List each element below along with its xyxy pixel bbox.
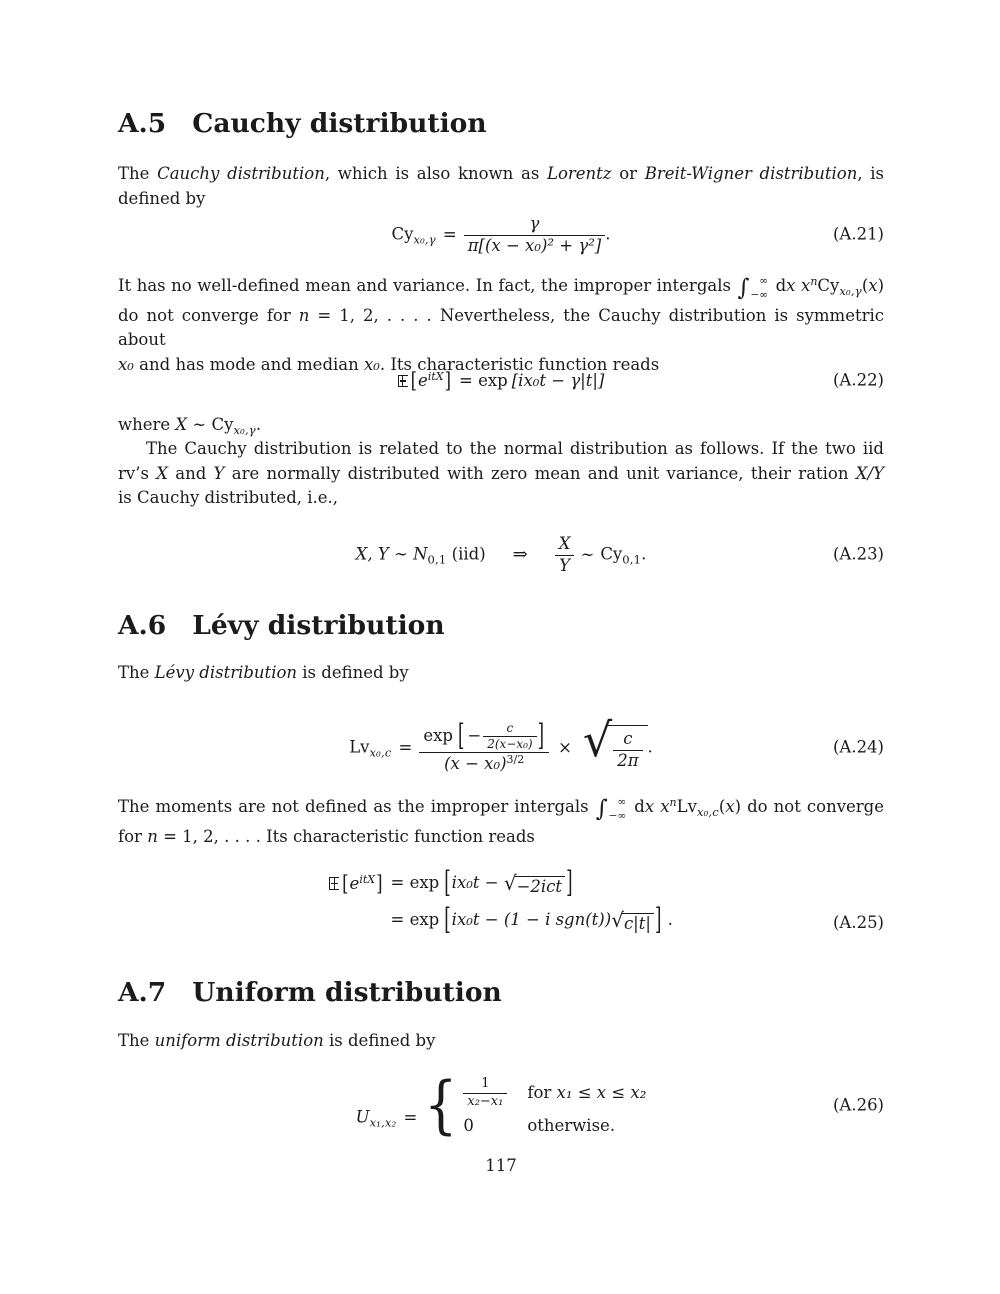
math-superscript: itX xyxy=(427,370,444,384)
text-line xyxy=(118,462,884,487)
text-run: d xyxy=(770,276,787,295)
math-expression: [ix₀t − γ|t|] xyxy=(511,371,605,391)
emphasis-text: Cauchy distribution xyxy=(157,164,325,183)
section-number: A.6 xyxy=(118,610,167,641)
section-title: Lévy distribution xyxy=(192,610,445,641)
fraction xyxy=(555,534,575,576)
text-run: do not converge for xyxy=(118,305,299,325)
emphasis-text: Breit-Wigner distribution xyxy=(644,164,858,183)
math-superscript: n xyxy=(810,275,818,288)
equals-sign: = xyxy=(442,224,457,244)
math-subscript: x₀,γ xyxy=(233,423,256,437)
section-heading-a7 xyxy=(118,979,884,1007)
text-run: is defined by xyxy=(297,663,409,682)
math-symbol: . xyxy=(641,544,647,564)
math-symbol: Cy xyxy=(600,544,623,564)
text-line xyxy=(118,1029,884,1054)
text-run: It has no well-defined mean and variance. In fact, the improper intergals xyxy=(118,276,737,295)
emphasis-text: uniform distribution xyxy=(154,1031,324,1050)
section-number: A.7 xyxy=(118,977,167,1008)
equals-exp: = exp xyxy=(459,371,508,391)
text-line xyxy=(118,825,884,850)
math-superscript: 3/2 xyxy=(506,753,525,767)
math-symbol: . xyxy=(605,224,611,244)
text-run: rv’s xyxy=(118,463,157,483)
upper-limit: ∞ xyxy=(759,274,769,287)
equation-body xyxy=(356,534,647,576)
denominator: x₂−x₁ xyxy=(463,1093,507,1110)
integral-limits xyxy=(751,276,769,301)
left-bracket: [ xyxy=(457,718,465,753)
right-bracket: ] xyxy=(444,368,452,394)
numerator: X xyxy=(558,533,571,553)
emphasis-text: Lorentz xyxy=(547,164,612,183)
numerator: c xyxy=(623,728,633,748)
fraction xyxy=(464,214,606,256)
math-symbol: Lv xyxy=(349,737,370,757)
text-line xyxy=(118,661,884,686)
right-bracket: ] xyxy=(376,870,383,896)
lower-limit: −∞ xyxy=(750,289,769,301)
equation-rhs-1 xyxy=(384,864,673,899)
radical-sign: √ xyxy=(503,870,517,895)
equation-tag: (A.24) xyxy=(832,737,884,757)
equation-a23 xyxy=(118,523,884,587)
text-run: ( xyxy=(718,797,726,816)
math-symbol: Cy xyxy=(817,276,840,295)
equation-a25 xyxy=(118,858,884,946)
radical-sign: √ xyxy=(611,907,624,932)
paragraph-levy-moments xyxy=(118,791,884,849)
equation-a26 xyxy=(118,1069,884,1142)
implies-arrow: ⇒ xyxy=(512,543,528,565)
section-heading-a5 xyxy=(118,110,884,138)
math-variable: x xyxy=(868,276,878,295)
equation-tag: (A.21) xyxy=(832,224,884,244)
numerator: 1 xyxy=(481,1076,490,1092)
text-run: ) do not converge xyxy=(734,797,885,816)
math-variable: X/Y xyxy=(855,463,884,483)
math-variable: x x xyxy=(786,276,811,295)
math-symbol: . xyxy=(647,737,653,757)
blackboard-E-symbol xyxy=(329,877,339,890)
integral-glyph: ∫ xyxy=(595,796,608,822)
text-run: The moments are not defined as the improper intergals xyxy=(118,797,595,816)
text-line xyxy=(118,791,884,825)
denominator: Y xyxy=(555,555,575,577)
text-run: d xyxy=(628,797,645,816)
left-bracket: [ xyxy=(444,864,451,899)
equation-a24 xyxy=(118,706,884,790)
text-run: is defined by xyxy=(323,1031,436,1050)
upper-limit: ∞ xyxy=(617,795,627,808)
text-line xyxy=(118,304,884,353)
text-run: where xyxy=(118,415,176,434)
radical-sign: √ xyxy=(582,712,613,767)
equals-exp: = exp xyxy=(390,909,440,929)
text-run: The xyxy=(118,663,155,682)
math-subscript: 0,1 xyxy=(622,552,642,567)
right-bracket: ] xyxy=(566,864,573,899)
text-run: , which is also known as xyxy=(324,164,547,183)
cases-grid xyxy=(463,1076,646,1135)
text-run: The xyxy=(118,1031,155,1050)
left-bracket: [ xyxy=(342,870,349,896)
text-run: defined by xyxy=(118,188,206,208)
math-subscript: x₁,x₂ xyxy=(369,1115,397,1130)
math-subscript: x₀,c xyxy=(696,805,719,819)
cases-construct xyxy=(424,1069,647,1142)
math-symbol: Cy xyxy=(391,224,414,244)
math-symbol: Cy xyxy=(211,415,234,434)
equation-body xyxy=(349,712,653,775)
paragraph-normal-relation xyxy=(118,437,884,511)
radicand: −2ict xyxy=(515,876,565,895)
integral-limits xyxy=(609,797,627,822)
square-root xyxy=(582,712,648,771)
math-variable: x x xyxy=(644,797,670,816)
page-number-text: 117 xyxy=(485,1156,517,1175)
emphasis-text: Lévy distribution xyxy=(154,663,298,682)
text-run: = 1, 2, . . . . Nevertheless, the Cauchy distribution is symmetric about xyxy=(118,305,884,349)
text-line xyxy=(118,486,884,511)
text-run: ∼ xyxy=(187,415,212,434)
text-line xyxy=(118,437,884,462)
right-bracket: ] xyxy=(537,718,545,753)
case-value: 0 xyxy=(463,1115,474,1135)
math-subscript: x₀,c xyxy=(369,745,392,760)
fraction xyxy=(463,1076,507,1110)
text-run: is Cauchy distributed, i.e., xyxy=(118,488,339,507)
math-variable: U xyxy=(355,1107,370,1127)
equals-sign: = xyxy=(403,1107,418,1127)
integral-symbol xyxy=(738,276,769,301)
denominator: 2π xyxy=(613,750,642,772)
math-variable: n xyxy=(298,305,310,325)
math-variable: x₀ xyxy=(118,354,134,374)
right-bracket: ] xyxy=(654,901,662,936)
times-sign: × xyxy=(558,737,572,757)
square-root xyxy=(503,870,565,896)
exp-operator: exp xyxy=(423,726,453,746)
math-variable: X xyxy=(175,415,188,434)
text-run: . xyxy=(255,415,262,434)
math-variable: e xyxy=(418,371,428,391)
left-bracket: [ xyxy=(410,368,418,394)
section-number: A.5 xyxy=(118,108,167,139)
math-subscript: x₀,γ xyxy=(839,284,862,298)
case-condition: otherwise. xyxy=(527,1115,616,1135)
text-run: for xyxy=(118,826,148,846)
text-line xyxy=(118,270,884,304)
radicand xyxy=(608,725,647,771)
equation-body xyxy=(355,1069,647,1142)
equation-a22 xyxy=(118,362,884,400)
inner-fraction xyxy=(483,721,536,752)
text-run: . Its characteristic function reads xyxy=(379,354,660,374)
paragraph-uniform-intro xyxy=(118,1029,884,1054)
math-expression: ix₀t − xyxy=(451,872,504,892)
sim-symbol: ∼ xyxy=(580,544,595,564)
text-run: , is xyxy=(857,164,885,183)
math-variable: X xyxy=(156,463,168,483)
text-run: or xyxy=(611,164,645,183)
page-number xyxy=(118,1156,884,1175)
math-variable: x₀ xyxy=(364,354,380,374)
equation-tag: (A.22) xyxy=(832,370,884,390)
lower-limit: −∞ xyxy=(608,810,627,822)
square-root xyxy=(611,907,654,933)
integral-symbol xyxy=(596,797,627,822)
denominator xyxy=(419,752,549,775)
numerator xyxy=(419,718,549,753)
equation-rhs-2 xyxy=(384,901,673,936)
fraction xyxy=(419,718,549,775)
section-title: Cauchy distribution xyxy=(192,108,487,139)
equation-tag: (A.23) xyxy=(832,544,884,564)
equation-lhs xyxy=(329,870,383,896)
minus-sign: − xyxy=(467,726,482,746)
text-line xyxy=(118,162,884,187)
math-variable: Y xyxy=(213,463,225,483)
math-variable: X, Y xyxy=(355,544,389,564)
text-run: The Cauchy distribution is related to the normal distribution as follows. If the two iid xyxy=(146,439,884,458)
case-condition xyxy=(527,1083,646,1103)
math-variable: e xyxy=(349,873,360,893)
text-run: are normally distributed with zero mean and unit variance, their ration xyxy=(224,463,856,483)
fraction xyxy=(613,729,642,771)
math-superscript: n xyxy=(669,796,677,809)
math-subscript: 0,1 xyxy=(427,552,447,567)
math-superscript: itX xyxy=(359,872,376,886)
text-run: ( xyxy=(861,276,869,295)
text-run: ) xyxy=(877,276,884,295)
math-symbol: Lv xyxy=(676,797,697,816)
cases-brace: { xyxy=(424,1069,458,1142)
text-run: and has mode and median xyxy=(133,354,364,374)
math-variable: x xyxy=(725,797,735,816)
denominator: 2(x−x₀) xyxy=(483,736,536,752)
left-bracket: [ xyxy=(444,901,451,936)
text-run: = 1, 2, . . . . Its characteristic function reads xyxy=(157,826,535,846)
equals-sign: = xyxy=(398,737,413,757)
math-symbol: . xyxy=(662,909,673,929)
math-variable: N xyxy=(413,544,428,564)
integral-glyph: ∫ xyxy=(737,275,750,301)
math-subscript: x₀,γ xyxy=(413,232,436,247)
paragraph-levy-intro xyxy=(118,661,884,686)
text-run: for xyxy=(527,1083,557,1103)
text-run: The xyxy=(118,164,158,183)
equation-tag: (A.25) xyxy=(832,913,884,933)
equation-body xyxy=(398,370,605,392)
equals-exp: = exp xyxy=(390,872,440,892)
equation-body xyxy=(391,214,610,256)
section-heading-a6 xyxy=(118,612,884,640)
equation-body xyxy=(329,864,673,936)
text-run: and xyxy=(167,463,214,483)
numerator: c xyxy=(506,721,514,736)
numerator: γ xyxy=(529,213,540,233)
math-expression: ix₀t − (1 − i sgn(t)) xyxy=(451,909,612,929)
math-variable: n xyxy=(147,826,158,846)
equation-tag: (A.26) xyxy=(832,1095,884,1115)
radicand: c|t| xyxy=(622,913,654,932)
paragraph-cauchy-moments xyxy=(118,270,884,377)
math-expression: x₁ ≤ x ≤ x₂ xyxy=(556,1083,647,1103)
text-run: (iid) xyxy=(446,544,486,564)
math-variable: (x − x₀) xyxy=(444,754,507,774)
sim-symbol: ∼ xyxy=(388,544,414,564)
blackboard-E-symbol xyxy=(398,375,408,388)
denominator: π[(x − x₀)² + γ²] xyxy=(464,235,606,257)
section-title: Uniform distribution xyxy=(192,977,502,1008)
equation-a21 xyxy=(118,203,884,267)
